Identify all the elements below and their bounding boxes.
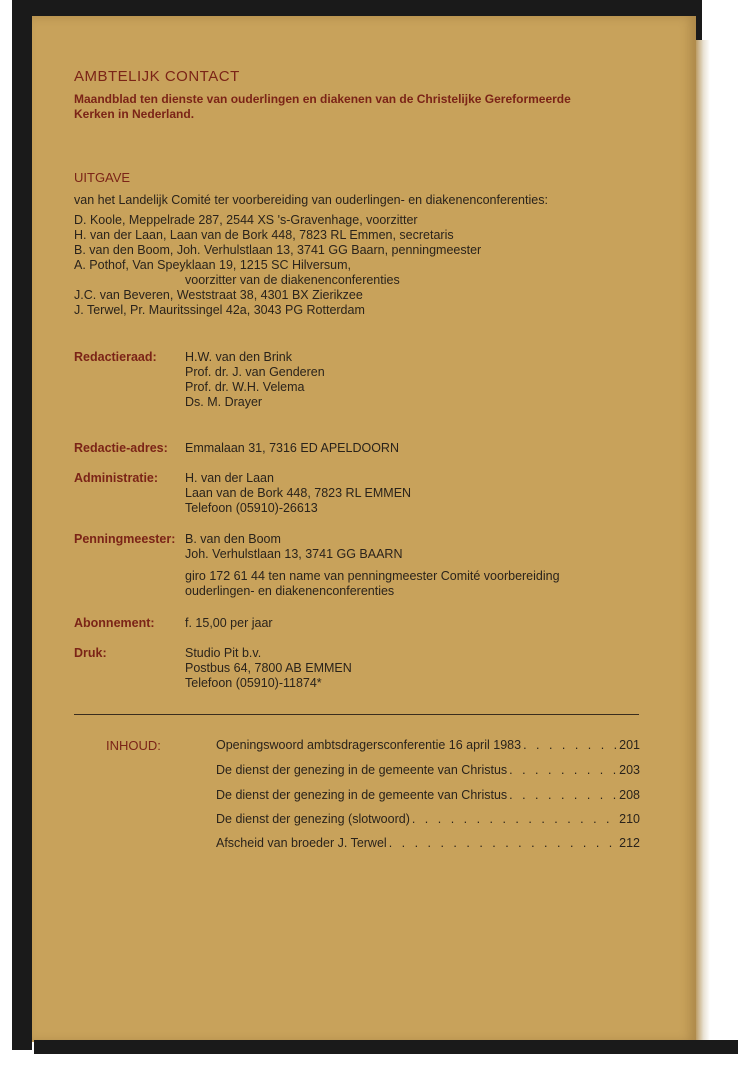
administratie-line: H. van der Laan <box>185 471 274 485</box>
uitgave-intro: van het Landelijk Comité ter voorbereiding van ouderlingen- en diakenenconferenties: <box>74 193 548 207</box>
page-edge <box>694 40 710 1040</box>
toc-entry <box>216 763 640 777</box>
giro-line: ouderlingen- en diakenenconferenties <box>185 584 395 598</box>
toc-entry <box>216 812 640 826</box>
committee-member: H. van der Laan, Laan van de Bork 448, 7823 RL Emmen, secretaris <box>74 228 454 242</box>
druk-line: Postbus 64, 7800 AB EMMEN <box>185 661 352 675</box>
committee-member: J. Terwel, Pr. Mauritssingel 42a, 3043 PG Rotterdam <box>74 303 365 317</box>
abonnement-label: Abonnement: <box>74 616 155 630</box>
toc-entry-page: 203 <box>619 763 640 777</box>
toc-leader <box>509 788 617 802</box>
giro-line: giro 172 61 44 ten name van penningmeester Comité voorbereiding <box>185 569 560 583</box>
redactieraad-member: Prof. dr. J. van Genderen <box>185 365 325 379</box>
magazine-subtitle: Maandblad ten dienste van ouderlingen en diakenen van de Christelijke Gereformeerde Kerken in Nederland. <box>74 92 571 121</box>
inhoud-label: INHOUD: <box>106 738 161 753</box>
toc-entry-title: Afscheid van broeder J. Terwel <box>216 836 387 850</box>
administratie-label: Administratie: <box>74 471 159 485</box>
divider <box>74 714 639 715</box>
scan-border-bottom <box>34 1040 738 1054</box>
redactie-adres-label: Redactie-adres: <box>74 441 168 455</box>
redactieraad-member: Prof. dr. W.H. Velema <box>185 380 305 394</box>
toc-leader <box>389 836 617 850</box>
committee-member: A. Pothof, Van Speyklaan 19, 1215 SC Hilversum, <box>74 258 352 272</box>
druk-label: Druk: <box>74 646 107 660</box>
penningmeester-line: B. van den Boom <box>185 532 281 546</box>
toc-entry-title: Openingswoord ambtsdragersconferentie 16 april 1983 <box>216 738 522 752</box>
druk-line: Studio Pit b.v. <box>185 646 262 660</box>
penningmeester-label: Penningmeester: <box>74 532 176 546</box>
penningmeester-line: Joh. Verhulstlaan 13, 3741 GG BAARN <box>185 547 403 561</box>
committee-member-role: voorzitter van de diakenenconferenties <box>185 273 400 287</box>
cover-page <box>32 16 696 1042</box>
toc-entry <box>216 836 640 850</box>
committee-member: D. Koole, Meppelrade 287, 2544 XS 's-Gravenhage, voorzitter <box>74 213 418 227</box>
committee-member: B. van den Boom, Joh. Verhulstlaan 13, 3741 GG Baarn, penningmeester <box>74 243 482 257</box>
toc-leader <box>523 738 617 752</box>
redactieraad-member: Ds. M. Drayer <box>185 395 263 409</box>
magazine-title: AMBTELIJK CONTACT <box>74 68 240 85</box>
toc-entry-page: 210 <box>619 812 640 826</box>
scan-border-left <box>12 0 32 1050</box>
redactieraad-label: Redactieraad: <box>74 350 157 364</box>
administratie-line: Laan van de Bork 448, 7823 RL EMMEN <box>185 486 412 500</box>
toc-entry-page: 201 <box>619 738 640 752</box>
toc-entry-page: 212 <box>619 836 640 850</box>
toc-leader <box>412 812 617 826</box>
toc-entry <box>216 788 640 802</box>
uitgave-heading: UITGAVE <box>74 170 131 185</box>
toc-entry-title: De dienst der genezing (slotwoord) <box>216 812 410 826</box>
toc-entry-title: De dienst der genezing in de gemeente van Christus <box>216 788 508 802</box>
druk-line: Telefoon (05910)-11874* <box>185 676 322 690</box>
toc-leader <box>509 763 617 777</box>
redactieraad-member: H.W. van den Brink <box>185 350 292 364</box>
redactie-adres-value: Emmalaan 31, 7316 ED APELDOORN <box>185 441 399 455</box>
administratie-line: Telefoon (05910)-26613 <box>185 501 318 515</box>
toc-entry <box>216 738 640 752</box>
abonnement-value: f. 15,00 per jaar <box>185 616 273 630</box>
toc-entry-title: De dienst der genezing in de gemeente van Christus <box>216 763 508 777</box>
committee-member: J.C. van Beveren, Weststraat 38, 4301 BX Zierikzee <box>74 288 363 302</box>
toc-entry-page: 208 <box>619 788 640 802</box>
